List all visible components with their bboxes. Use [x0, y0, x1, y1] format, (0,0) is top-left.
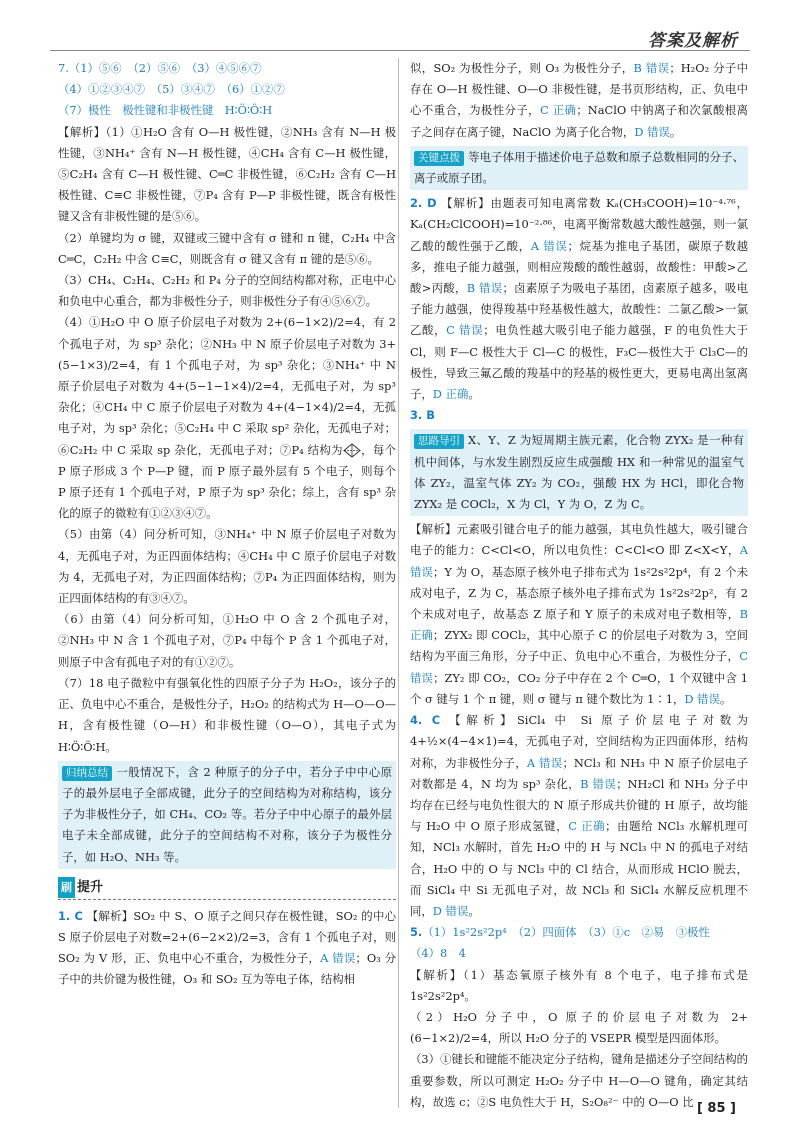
section-heading-improve	[58, 877, 396, 900]
q7-analysis-4	[58, 312, 396, 524]
q7-answer-line1: 7.（1）⑤⑥ （2）⑤⑥ （3）④⑤⑥⑦	[58, 61, 262, 75]
key-point-text: 等电子体用于描述价电子总数和原子总数相同的分子、离子或原子团。	[414, 149, 744, 186]
q2-option-b: B 错误	[466, 281, 503, 296]
q4-option-b: B 错误	[580, 776, 617, 791]
q3-option-a: A 错误	[410, 543, 748, 579]
q1-option-c: C 正确	[539, 103, 577, 118]
q3-text4: ；ZY₂ 即 CO₂，CO₂ 分子中存在 2 个 C═O，1 个双键中含 1 个 σ 键与 1 个 π 键，则 σ 键与 π 键个数比为 1∶1，	[410, 670, 748, 706]
q1-cont-text3: ；NaClO 中钠离子和次氯酸根离子之间存在离子键，NaClO 为离子化合物，	[410, 103, 748, 139]
q1-option-d: D 错误	[634, 124, 670, 139]
q5-answer-line1	[410, 922, 748, 943]
q7-analysis-4b-text: ，每个 P 原子形成 3 个 P—P 键，而 P 原子最外层有 5 个电子，则每个 P 原子还有 1 个孤电子对，P 原子为 sp³ 杂化；综上，含有 sp³ 杂化的原子的微粒有①②③④⑦。	[58, 442, 396, 521]
idea-guide-box	[410, 429, 748, 516]
q2-text3: ；卤素原子为吸电子基团，卤素原子越多，吸电子能力越强，使得羧基中羟基极性越大，故酸性：二氯乙酸>一氯乙酸，	[410, 281, 748, 338]
q2-number: 2. D	[410, 196, 437, 211]
idea-guide-text: X、Y、Z 为短周期主族元素，化合物 ZYX₂ 是一种有机中间体，与水发生剧烈反应生成强酸 HX 和一种常见的温室气体 ZY₂，温室气体 ZY₂ 为 CO₂，强酸 HX 为 HCl，即化合物 ZYX₂ 是 COCl₂，X 为 Cl，Y 为 O，Z 为 C。	[414, 433, 744, 512]
q4-number: 4. C	[410, 713, 441, 728]
q2-option-d: D 正确	[432, 387, 469, 402]
q4-text2: ；NCl₃ 和 NH₃ 中 N 原子价层电子对数都是 4，N 均为 sp³ 杂化，	[410, 755, 748, 791]
q7-answer-line2: （4）①②③④⑦ （5）③④⑦ （6）①②⑦	[58, 82, 285, 97]
q4-option-a: A 错误	[526, 755, 563, 770]
summary-text: 一般情况下，含 2 种原子的分子中，若分子中中心原子的最外层电子全部成键，此分子的空间结构为对称结构，该分子为非极性分子，如 CH₄、CO₂ 等。若分子中中心原子的最外层电子未全部成键，此分子的空间结构不对称，该分子为极性分子，如 H₂O、NH₃ 等。	[62, 764, 392, 864]
p4-structure-icon	[343, 443, 361, 458]
q3-option-d: D 错误	[684, 691, 720, 706]
header-rule	[50, 50, 750, 51]
q2-text5: 。	[468, 387, 480, 402]
q5-analysis-3: （3）①键长和键能不能决定分子结构，键角是描述分子空间结构的重要参数，所以可测定 H₂O₂ 分子中 H—O—O 键角，确定其结构，故选 c；②S 电负性大于 H，S₂O₈²⁻ 中的 O—O 比	[410, 1052, 748, 1109]
q1-analysis-cont	[410, 58, 748, 143]
key-point-box	[410, 146, 748, 190]
q3-option-c: C 错误	[410, 649, 748, 685]
q3-answer	[410, 405, 748, 426]
q7-analysis-6: （6）由第（4）问分析可知，①H₂O 中 O 含 2 个孤电子对，②NH₃ 中 N 含 1 个孤电子对，⑦P₄ 中每个 P 含 1 个孤电子对，则原子中含有孤电子对的有①②⑦。	[58, 612, 396, 669]
q4-analysis	[410, 710, 748, 922]
right-column	[410, 58, 748, 1113]
q2-text: 【解析】由题表可知电离常数 Kₐ(CH₃COOH)=10⁻⁴·⁷⁶，Kₐ(CH₂ClCOOH)=10⁻²·⁸⁶，电离平衡常数越大酸性越强，则一氯乙酸的酸性强于乙酸，	[410, 196, 748, 253]
section-title: 提升	[77, 879, 104, 895]
idea-guide-tag: 思路导引	[414, 434, 464, 449]
q3-text5: 。	[719, 691, 732, 706]
q5-answer-line2: （4）8 4	[410, 946, 466, 961]
q2-option-a: A 错误	[530, 238, 568, 253]
q2-text2: ；烷基为推电子基团，碳原子数越多，推电子能力越强，则相应羧酸的酸性越弱，故酸性：甲酸>乙酸>丙酸，	[410, 238, 748, 296]
q2-option-c: C 错误	[446, 323, 484, 338]
q5-line1: （1）1s²2s²2p⁴ （2）四面体 （3）①c ②易 ③极性	[422, 925, 710, 940]
q1-cont-text4: 。	[669, 124, 682, 139]
q1-analysis	[58, 906, 396, 991]
q2-analysis	[410, 193, 748, 405]
q5-analysis-2: （2）H₂O 分子中，O 原子的价层电子对数为 2+(6−1×2)/2=4，所以 H₂O 分子的 VSEPR 模型是四面体形。	[410, 1009, 748, 1046]
q1-text: 【解析】SO₂ 中 S、O 原子之间只存在极性键，SO₂ 的中心 S 原子价层电子对数=2+(6−2×2)/2=3，含有 1 个孤电子对，则 SO₂ 为 V 形，正、负电中心不重合，为极性分子，	[58, 908, 397, 966]
q4-option-c: C 正确	[568, 819, 606, 834]
header-title: 答案及解析	[648, 31, 738, 51]
q3-text: 【解析】元素吸引键合电子的能力越强，其电负性越大，吸引键合电子的能力：C<Cl<O，所以电负性：C<Cl<O 即 Z<X<Y，	[410, 522, 748, 558]
q5-number: 5.	[410, 925, 423, 940]
key-point-tag: 关键点拨	[414, 151, 464, 166]
q7-analysis-3: （3）CH₄、C₂H₄、C₂H₂ 和 P₄ 分子的空间结构都对称，正电中心和负电中心重合，都为非极性分子，则非极性分子有④⑤⑥⑦。	[58, 273, 396, 309]
q7-analysis-2: （2）单键均为 σ 键，双键或三键中含有 σ 键和 π 键，C₂H₄ 中含 C═C，C₂H₂ 中含 C≡C，则既含有 σ 键又含有 π 键的是⑤⑥。	[58, 230, 396, 266]
section-badge: 刷	[58, 877, 75, 898]
q5-analysis-1: 【解析】（1）基态氧原子核外有 8 个电子，电子排布式是 1s²2s²2p⁴。	[410, 967, 748, 1003]
q1-option-a: A 错误	[320, 951, 356, 966]
q1-text2: ；O₃ 分子中的共价键为极性键，O₃ 和 SO₂ 互为等电子体，结构相	[58, 951, 396, 987]
q4-text3: ；NH₂Cl 和 NH₃ 分子中均存在已经与电负性很大的 N 原子形成共价键的 H 原子，故均能与 H₂O 中 O 原子形成氢键，	[410, 776, 748, 834]
q4-option-d: D 错误	[432, 903, 469, 918]
summary-tag: 归纳总结	[62, 766, 112, 781]
page-number: [ 85 ]	[696, 1101, 736, 1116]
q7-analysis-7: （7）18 电子微粒中有强氧化性的四原子分子为 H₂O₂，该分子的正、负电中心不重合，是极性分子，H₂O₂ 的结构式为 H—O—O—H，含有极性键（O—H）和非极性键（O—O），其电子式为 H∶Ö∶Ö∶H。	[58, 675, 396, 754]
q7-analysis-4-text: （4）①H₂O 中 O 原子价层电子对数为 2+(6−1×2)/2=4，有 2 个孤电子对，为 sp³ 杂化；②NH₃ 中 N 原子价层电子对数为 3+(5−1×3)/2=4，有 1 个孤电子对，为 sp³ 杂化；③NH₄⁺ 中 N 原子价层电子对数为 4+(5−1−1×4)/2=4，无孤电子对，为 sp³ 杂化；④CH₄ 中 C 原子价层电子对数为 4+(4−1×4)/2=4，无孤电子对，为 sp³ 杂化；⑤C₂H₄ 中 C 采取 sp² 杂化，无孤电子对；⑥C₂H₂ 中 C 采取 sp 杂化，无孤电子对；⑦P₄ 结构为	[58, 315, 396, 457]
q1-number: 1. C	[58, 908, 83, 923]
q4-text4: ；由题给 NCl₃ 水解机理可知，NCl₃ 水解时，首先 H₂O 中的 H 与 NCl₃ 中 N 的孤电子对结合，H₂O 中的 O 与 NCl₃ 中的 Cl 结合，从而形成 HClO 脱去，而 SiCl₄ 中 Si 无孤电子对，故 NCl₃ 和 SiCl₄ 水解反应机理不同，	[410, 819, 748, 918]
q2-text4: ；电负性越大吸引电子能力越强，F 的电负性大于 Cl，则 F—C 极性大于 Cl—C 的极性，F₃C—极性大于 Cl₃C—的极性，导致三氟乙酸的羧基中的羟基的极性更大，更易电离出氢离子，	[410, 323, 748, 402]
q7-analysis-5: （5）由第（4）问分析可知，③NH₄⁺ 中 N 原子价层电子对数为 4，无孤电子对，为正四面体结构；④CH₄ 中 C 原子价层电子对数为 4，无孤电子对，为正四面体结构；⑦P₄ 为正四面体结构，则为正四面体结构的有③④⑦。	[58, 527, 396, 606]
q7-answer-line3: （7）极性 极性键和非极性键 H∶Ö∶Ö∶H	[58, 103, 273, 118]
q4-text5: 。	[468, 903, 480, 918]
q7-analysis-1: 【解析】（1）①H₂O 含有 O—H 极性键，②NH₃ 含有 N—H 极性键，③NH₄⁺ 含有 N—H 极性键，④CH₄ 含有 C—H 极性键，⑤C₂H₄ 含有 C—H 极性键、C═C 非极性键，⑥C₂H₂ 含有 C—H 极性键、C≡C 非极性键，⑦P₄ 含有 P—P 非极性键，既含有极性键又含有非极性键的是⑤⑥。	[58, 124, 396, 224]
q1-option-b: B 错误	[633, 61, 670, 75]
q3-text2: ；Y 为 O，基态原子核外电子排布式为 1s²2s²2p⁴，有 2 个未成对电子，Z 为 C，基态原子核外电子排布式为 1s²2s²2p²，有 2 个未成对电子，故基态 Z 原子和 Y 原子的未成对电子数相等，	[410, 564, 748, 622]
q3-text3: ；ZYX₂ 即 COCl₂，其中心原子 C 的价层电子对数为 3，空间结构为平面三角形，分子中正、负电中心不重合，为极性分子，	[410, 628, 748, 664]
q3-analysis	[410, 519, 748, 710]
q1-cont-text: 似，SO₂ 为极性分子，则 O₃ 为极性分子，	[410, 61, 634, 75]
left-column	[58, 58, 396, 991]
summary-box	[58, 761, 396, 869]
q3-number: 3. B	[410, 408, 435, 423]
column-divider	[398, 58, 399, 1108]
q3-option-b: B 正确	[410, 607, 748, 643]
q1-cont-text2: ；H₂O₂ 分子中存在 O—H 极性键、O—O 非极性键，是书页形结构，正、负电中心不重合，为极性分子，	[410, 61, 748, 118]
q4-text: 【解析】SiCl₄ 中 Si 原子价层电子对数为 4+½×(4−4×1)=4，无孤电子对，空间结构为正四面体形，结构对称，为非极性分子，	[410, 713, 749, 770]
page-header	[0, 0, 800, 52]
